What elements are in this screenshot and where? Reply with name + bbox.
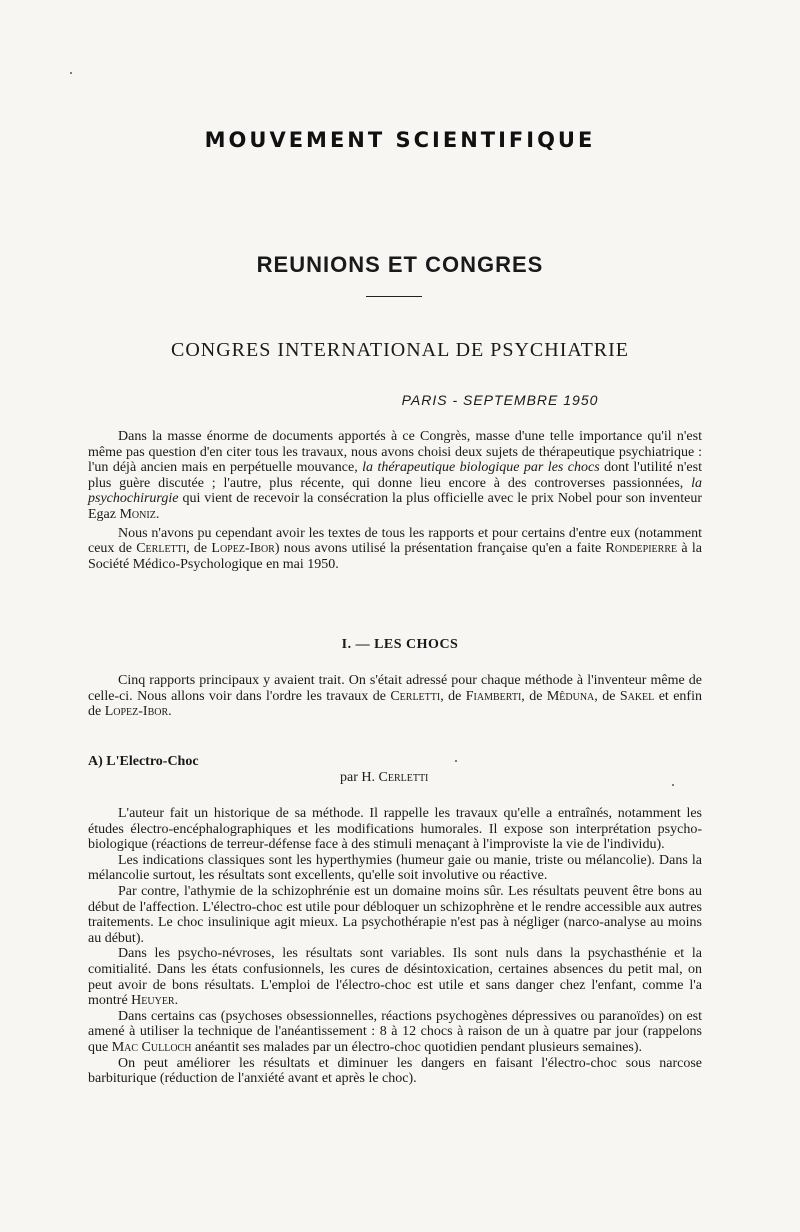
emphasis-psychochirurgie: la psychochirurgie xyxy=(88,475,702,507)
electrochoc-paragraph-3: Par contre, l'athymie de la schizophrénie est un domaine moins sûr. Les résultats peuvent être bons au début de l'affection. L'électro-choc est utile pour débloquer un schizophrène et le rendre accessible aux autres traitements. Le choc insulinique agit mieux. La psychothérapie n'est pas à négliger (narco-analyse au moins au début). xyxy=(88,883,702,946)
electrochoc-paragraph-1: L'auteur fait un historique de sa méthode. Il rappelle les travaux qu'elle a entraînés, notamment les études électro-encéphalographiques et les modifications humorales. Il expose son interprétation psycho-biologique (réactions de terreur-défense face à des stimuli menaçant à l'improviste la vie de l'individu). xyxy=(88,806,702,853)
chocs-paragraph: Cinq rapports principaux y avaient trait. On s'était adressé pour chaque méthode à l'inventeur même de celle-ci. Nous allons voir dans l'ordre les travaux de Cerletti, de Fiamberti, de Mêduna, de Sakel et enfin de Lopez-Ibor. xyxy=(88,673,702,720)
author-name: Mêduna xyxy=(546,688,595,704)
main-title: REUNIONS ET CONGRES xyxy=(256,252,544,277)
title-rule xyxy=(366,296,422,297)
author-name: Heuyer xyxy=(131,993,175,1009)
intro-paragraph-2: Nous n'avons pu cependant avoir les textes de tous les rapports et pour certains d'entre eux (notamment ceux de Cerletti, de Lopez-Ibor) nous avons utilisé la présentation française qu'en a faite Rondepierre à la Société Médico-Psychologique en mai 1950. xyxy=(88,525,702,572)
section-header: MOUVEMENT SCIENTIFIQUE xyxy=(204,128,596,152)
subsection-heading-electrochoc: A) L'Electro-Choc xyxy=(88,754,199,769)
electrochoc-paragraph-5: Dans certains cas (psychoses obsessionnelles, réactions psychogènes dépressives ou paranoïdes) on est amené à utiliser la technique de l'anéantissement : 8 à 12 chocs à raison de un à quatre par jour (rappelons que Mac Culloch anéantit ses malades par un électro-choc quotidien pendant plusieurs semaines). xyxy=(88,1008,702,1055)
intro-section xyxy=(88,429,702,572)
electrochoc-paragraph-2: Les indications classiques sont les hyperthymies (humeur gaie ou manie, triste ou mélancolie). Dans la mélancolie surtout, les résultats sont excellents, qu'elle soit involutive ou réactive. xyxy=(88,852,702,884)
author-name: Fiamberti xyxy=(465,688,522,704)
author-name: Cerletti xyxy=(390,688,441,704)
author-name: Mac Culloch xyxy=(111,1039,192,1055)
author-name: Sakel xyxy=(619,688,655,704)
congress-title: CONGRES INTERNATIONAL DE PSYCHIATRIE xyxy=(170,339,630,361)
intro-paragraph-1: Dans la masse énorme de documents apportés à ce Congrès, masse d'une telle importance qu'il n'est même pas question d'en citer tous les travaux, nous avons choisi deux sujets de thérapeutique psychiatrique : l'un déjà ancien mais en perpétuelle mouvance, la thérapeutique biologique par les chocs dont l'utilité n'est plus guère discutée ; l'autre, plus récente, qui donne lieu encore à des controverses passionnées, la psychochirurgie qui vient de recevoir la consécration la plus officielle avec le prix Nobel pour son inventeur Egaz Moniz. xyxy=(88,429,702,522)
emphasis-chocs: la thérapeutique biologique par les chocs xyxy=(362,460,600,476)
electrochoc-paragraph-6: On peut améliorer les résultats et diminuer les dangers en faisant l'électro-choc sous narcose barbiturique (réduction de l'anxiété avant et après le choc). xyxy=(88,1055,702,1087)
chocs-section xyxy=(88,673,702,720)
author-name: Rondepierre xyxy=(605,541,678,557)
author-name: Lopez-Ibor xyxy=(104,704,169,720)
author-name: Lopez-Ibor xyxy=(211,541,275,557)
dateline: PARIS - SEPTEMBRE 1950 xyxy=(401,392,599,408)
author-name: Cerletti xyxy=(136,541,187,557)
print-speck xyxy=(672,784,674,786)
electrochoc-section xyxy=(88,806,702,1087)
print-speck xyxy=(455,760,457,762)
print-speck xyxy=(70,72,72,74)
electrochoc-paragraph-4: Dans les psycho-névroses, les résultats sont variables. Ils sont nuls dans la psychasthénie et la comitialité. Dans les états confusionnels, les cures de désintoxication, certaines absences du petit mal, on peut avoir de bons résultats. L'emploi de l'électro-choc est utile et sans danger chez l'enfant, comme l'a montré Heuyer. xyxy=(88,946,702,1009)
byline: par H. Cerletti xyxy=(340,770,429,785)
chapter-heading-chocs: I. — LES CHOCS xyxy=(341,637,459,652)
author-name: Moniz xyxy=(119,506,156,522)
author-name: Cerletti xyxy=(378,770,429,785)
